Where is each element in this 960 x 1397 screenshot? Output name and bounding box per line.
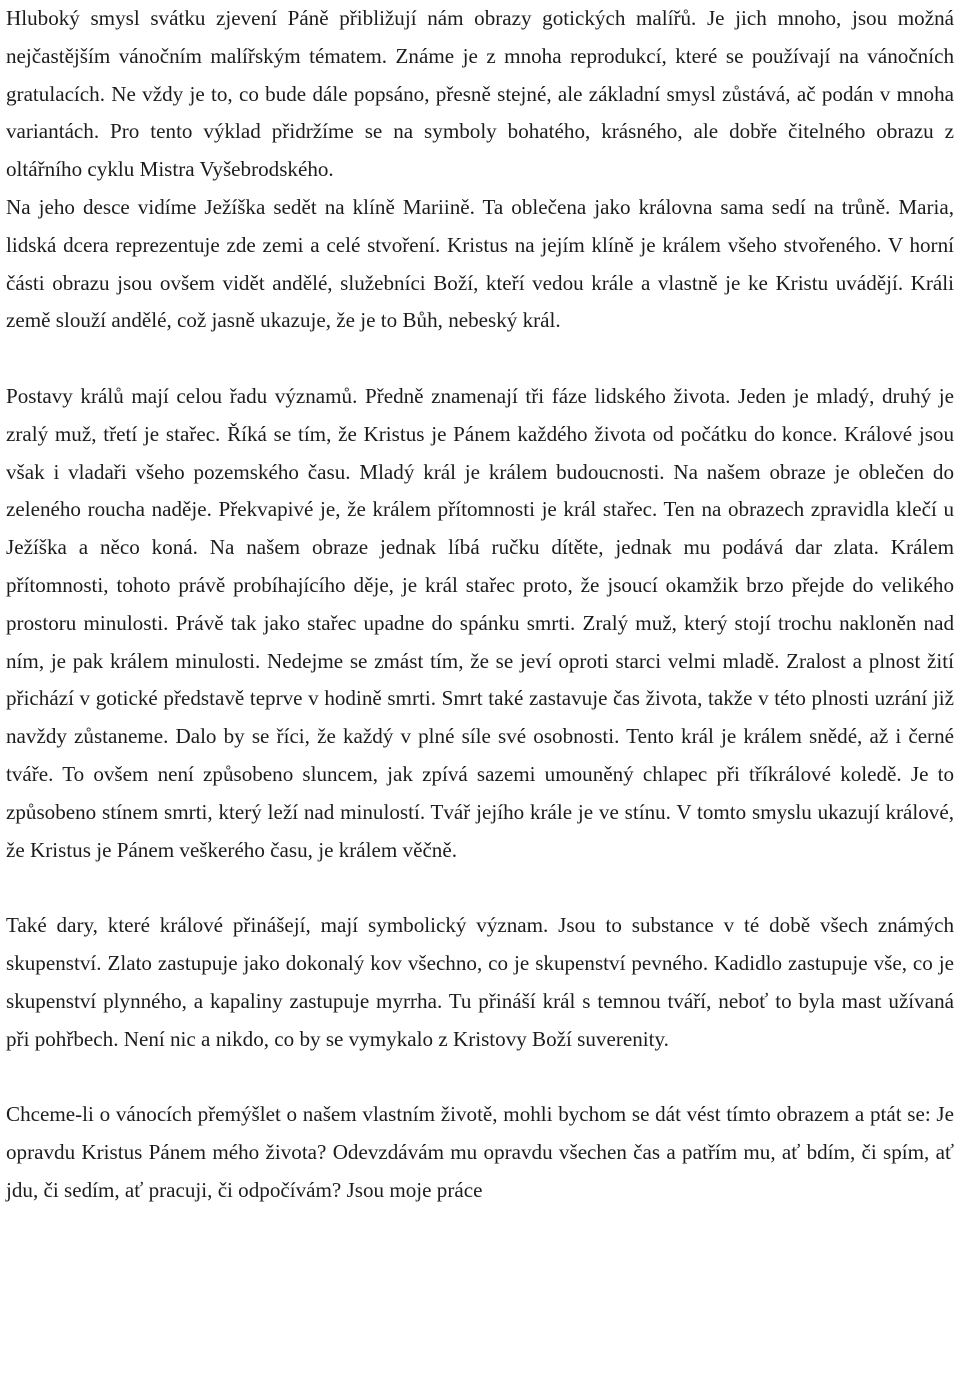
- paragraph-gifts: Také dary, které králové přinášejí, mají symbolický význam. Jsou to substance v té době všech známých skupenství. Zlato zastupuje jako dokonalý kov všechno, co je skupenství pevného. Kadidlo zastupuje vše, co je skupenství plynného, a kapaliny zastupuje myrrha. Tu přináší král s temnou tváří, neboť to byla mast užívaná při pohřbech. Není nic a nikdo, co by se vymykalo z Kristovy Boží suverenity.: [6, 913, 954, 1051]
- paragraph-spacer: [6, 1058, 954, 1096]
- paragraph-madonna-on-throne: Na jeho desce vidíme Ježíška sedět na klíně Mariině. Ta oblečena jako královna sama sedí na trůně. Maria, lidská dcera reprezentuje zde zemi a celé stvoření. Kristus na jejím klíně je králem všeho stvořeného. V horní části obrazu jsou ovšem vidět andělé, služebníci Boží, kteří vedou krále a vlastně je ke Kristu uvádějí. Králi země slouží andělé, což jasně ukazuje, že je to Bůh, nebeský král.: [6, 194, 954, 333]
- paragraph-gothic-paintings: Hluboký smysl svátku zjevení Páně přibližují nám obrazy gotických malířů. Je jich mnoho, jsou možná nejčastějším vánočním malířským tématem. Známe je z mnoha reprodukcí, které se používají na vánočních gratulacích. Ne vždy je to, co bude dále popsáno, přesně stejné, ale základní smysl zůstává, ač podán v mnoha variantách. Pro tento výklad přidržíme se na symboly bohatého, krásného, ale dobře čitelného obrazu z oltářního cyklu Mistra Vyšebrodského.: [6, 6, 954, 182]
- paragraph-three-kings: Postavy králů mají celou řadu významů. Předně znamenají tři fáze lidského života. Jeden je mladý, druhý je zralý muž, třetí je stařec. Říká se tím, že Kristus je Pánem každého života od počátku do konce. Králové jsou však i vladaři všeho pozemského času. Mladý král je králem budoucnosti. Na našem obraze je oblečen do zeleného roucha naděje. Překvapivé je, že králem přítomnosti je král stařec. Ten na obrazech zpravidla klečí u Ježíška a něco koná. Na našem obraze jednak líbá ručku dítěte, jednak mu podává dar zlata. Králem přítomnosti, tohoto právě probíhajícího děje, je král stařec proto, že jsoucí okamžik brzo přejde do velikého prostoru minulosti. Právě tak jako stařec upadne do spánku smrti. Zralý muž, který stojí trochu nakloněn nad ním, je pak králem minulosti. Nedejme se zmást tím, že se jeví oproti starci velmi mladě. Zralost a plnost žití přichází v gotické představě teprve v hodině smrti. Smrt také zastavuje čas života, takže v této plnosti uzrání již navždy zůstaneme. Dalo by se říci, že každý v plné síle své osobnosti. Tento král je králem snědé, až i černé tváře. To ovšem není způsobeno sluncem, jak zpívá sazemi umouněný chlapec při tříkrálové koledě. Je to způsobeno stínem smrti, který leží nad minulostí. Tvář jejího krále je ve stínu. V tomto smyslu ukazují králové, že Kristus je Pánem veškerého času, je králem věčně.: [6, 383, 954, 862]
- document-page: [6, 0, 954, 1210]
- paragraph-reflection: Chceme-li o vánocích přemýšlet o našem vlastním životě, mohli bychom se dát vést tímto obrazem a ptát se: Je opravdu Kristus Pánem mého života? Odevzdávám mu opravdu všechen čas a patřím mu, ať bdím, či spím, ať jdu, či sedím, ať pracuji, či odpočívám? Jsou moje práce: [6, 1102, 954, 1202]
- paragraph-spacer: [6, 869, 954, 907]
- paragraph-spacer: [6, 340, 954, 378]
